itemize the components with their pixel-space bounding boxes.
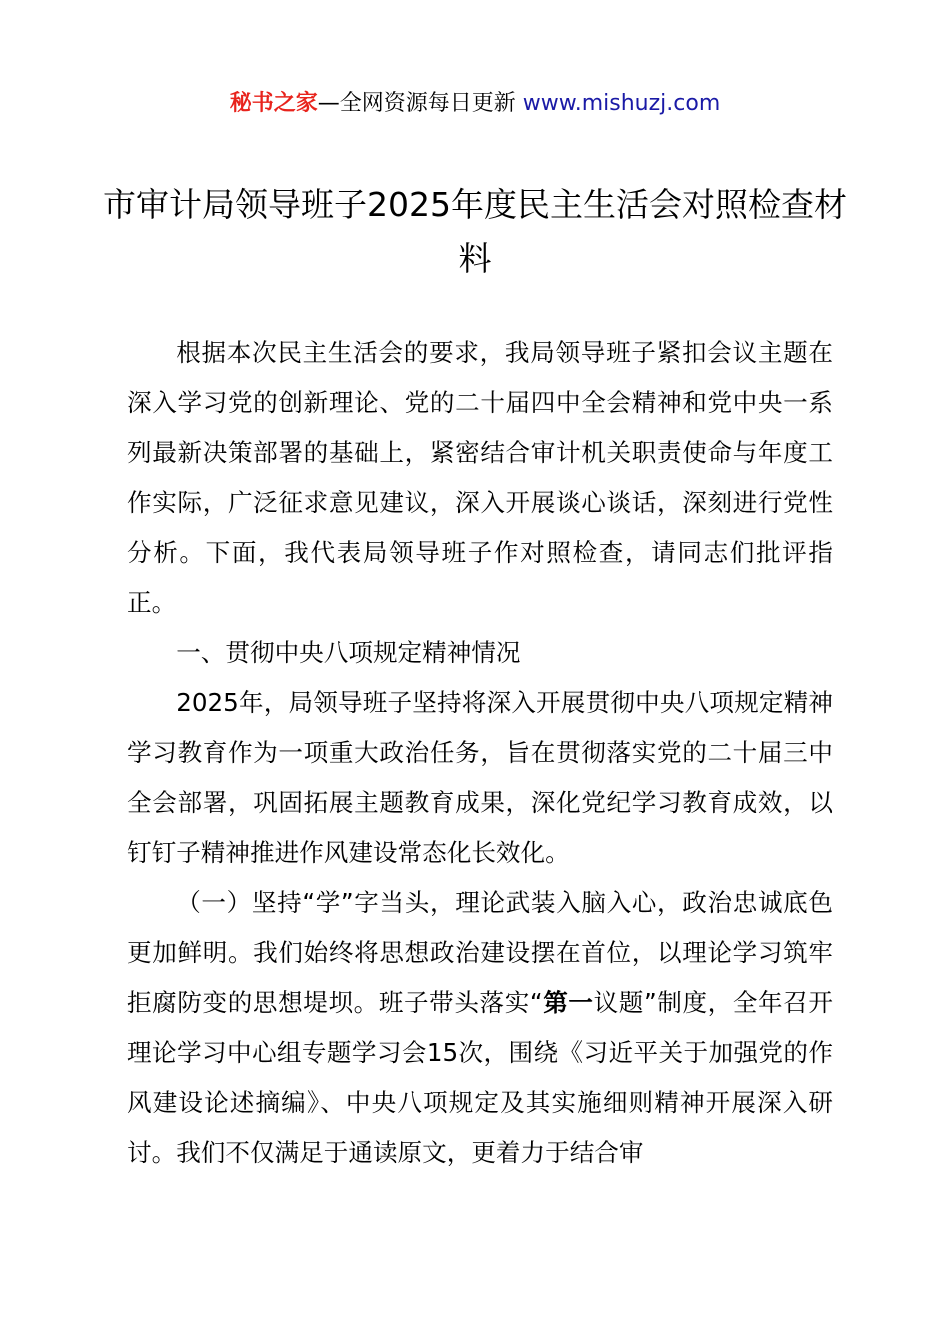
section-heading: 一、贯彻中央八项规定精神情况: [176, 638, 521, 667]
subsection-bold-text: 第一: [542, 988, 594, 1017]
document-title: 市审计局领导班子2025年度民主生活会对照检查材料: [103, 185, 847, 278]
subsection-text-part1: （一）坚持“学”字当头，理论武装入脑入心，政治忠诚底色更加鲜明。我们始终将思想政治建设摆在首位，以理论学习筑牢拒腐防变的思想堤坝。班子带头落实“: [127, 888, 833, 1017]
site-url-link[interactable]: www.mishuzj.com: [522, 91, 721, 116]
site-header: [0, 88, 950, 120]
intro-paragraph: 根据本次民主生活会的要求，我局领导班子紧扣会议主题在深入学习党的创新理论、党的二十届四中全会精神和党中央一系列最新决策部署的基础上，紧密结合审计机关职责使命与年度工作实际，广泛征求意见建议，深入开展谈心谈话，深刻进行党性分析。下面，我代表局领导班子作对照检查，请同志们批评指正。: [127, 338, 833, 617]
site-tagline: —全网资源每日更新: [317, 91, 523, 116]
subsection-paragraph: [127, 878, 833, 1178]
document-body: [127, 328, 833, 1178]
subsection-text-part2: 议题”制度，全年召开理论学习中心组专题学习会15次，围绕《习近平关于加强党的作风建设论述摘编》、中央八项规定及其实施细则精神开展深入研讨。我们不仅满足于通读原文，更着力于结合审: [127, 988, 833, 1167]
site-brand: 秘书之家: [229, 91, 318, 116]
section-paragraph: 2025年，局领导班子坚持将深入开展贯彻中央八项规定精神学习教育作为一项重大政治任务，旨在贯彻落实党的二十届三中全会部署，巩固拓展主题教育成果，深化党纪学习教育成效，以钉钉子精神推进作风建设常态化长效化。: [127, 688, 833, 867]
